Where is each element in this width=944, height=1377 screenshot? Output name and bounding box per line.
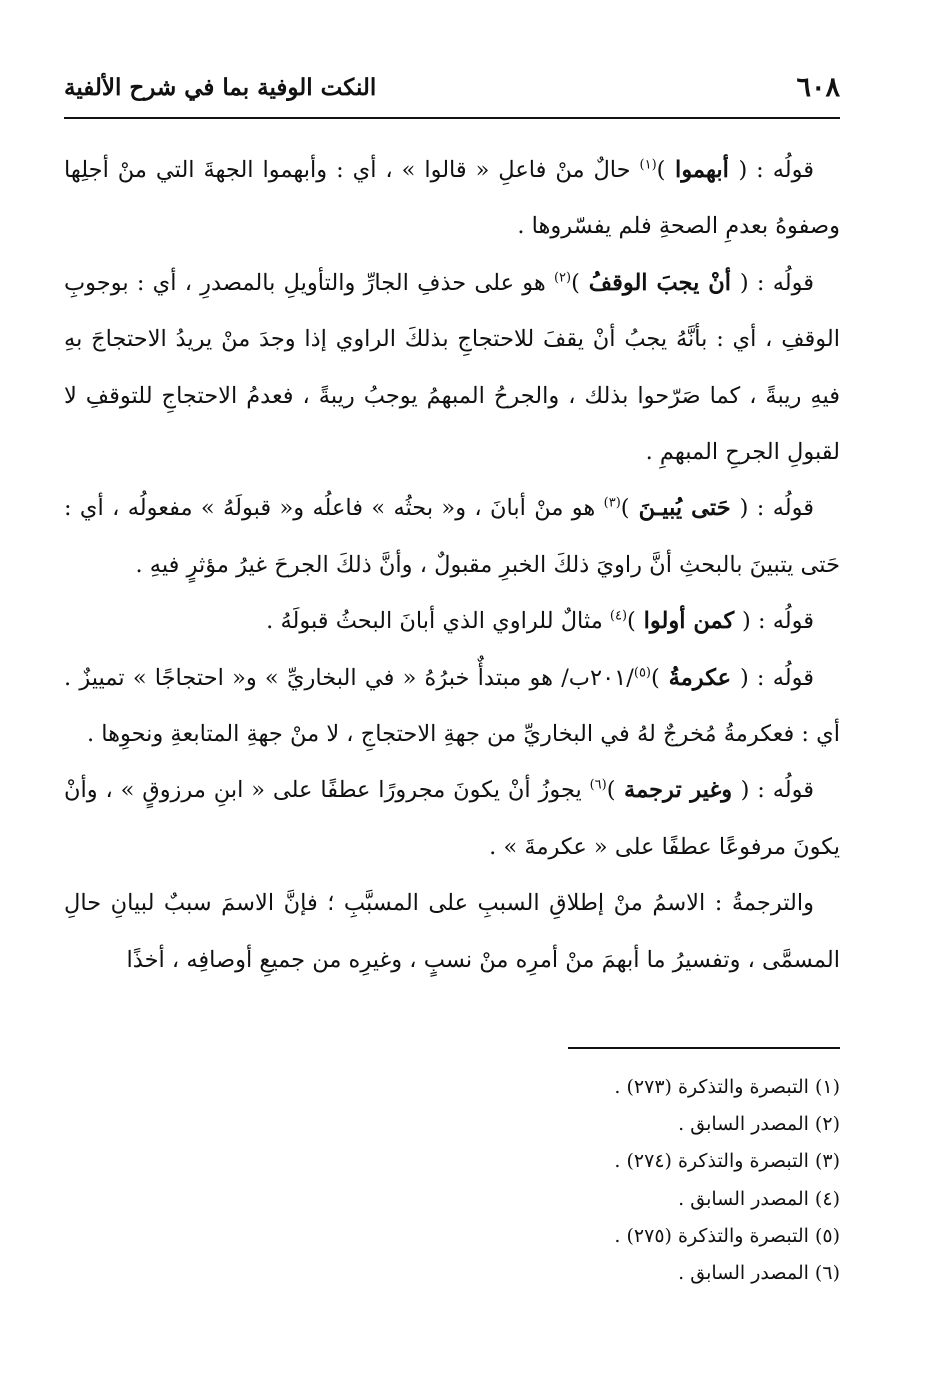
paragraph-text: يجوزُ أنْ يكونَ مجرورًا عطفًا على « ابنِ مرزوقٍ » ، وأنْ يكونَ مرفوعًا عطفًا على « عكرمةَ » . — [64, 777, 840, 860]
paragraph-close: ) — [656, 157, 666, 183]
paragraph-text: /٢٠١ب/ هو مبتدأٌ خبرُهُ « في البخاريِّ » و« احتجاجًا » تمييزٌ . أي : فعكرمةُ مُخرجٌ لهُ في البخاريِّ من جهةِ الاحتجاجِ ، لا منْ جهةِ المتابعةِ ونحوِها . — [64, 664, 840, 748]
quoted-lemma: أنْ يجبَ الوقفُ — [579, 269, 740, 296]
paragraph-close: ) — [651, 664, 660, 691]
footnote-item: (٦) المصدر السابق . — [678, 1262, 840, 1285]
paragraph-intro: قولُه : ( — [739, 664, 815, 691]
paragraph-intro: قولُه : ( — [738, 157, 814, 183]
paragraph-close: ) — [571, 269, 580, 296]
footnote-ref[interactable]: (٥) — [633, 665, 651, 681]
commentary-paragraph — [64, 142, 840, 255]
running-head — [64, 70, 840, 114]
footnote-ref[interactable]: (١) — [639, 157, 657, 173]
paragraph-close: ) — [627, 608, 636, 635]
footnote-ref[interactable]: (٢) — [553, 270, 572, 286]
quoted-lemma: كمن أولوا — [635, 608, 743, 635]
paragraph-intro: قولُه : ( — [740, 777, 814, 804]
paragraph-intro: قولُه : ( — [742, 608, 814, 635]
paragraph-close: ) — [606, 777, 616, 804]
running-title: النكت الوفية بما في شرح الألفية — [64, 74, 377, 101]
footnote-item: (١) التبصرة والتذكرة (٢٧٣) . — [614, 1076, 840, 1098]
footnote-item: (٤) المصدر السابق . — [678, 1187, 840, 1210]
quoted-lemma: أبهموا — [665, 157, 739, 183]
footnote-ref[interactable]: (٣) — [603, 495, 621, 511]
paragraph-close: ) — [620, 495, 630, 522]
commentary-paragraph — [64, 593, 840, 649]
footnote-rule — [568, 1047, 840, 1049]
header-rule — [64, 117, 840, 119]
quoted-lemma: وغير ترجمة — [615, 777, 741, 804]
footnote-ref[interactable]: (٤) — [609, 608, 628, 624]
quoted-lemma: عكرمةُ — [659, 664, 740, 691]
paragraph-text: هو منْ أبانَ ، و« بحثُه » فاعلُه و« قبولَهُ » مفعولُه ، أي : حَتى يتبينَ بالبحثِ أنَّ راويَ ذلكَ الخبرِ مقبولٌ ، وأنَّ ذلكَ الجرحَ غيرُ مؤثرٍ فيهِ . — [64, 495, 840, 578]
commentary-paragraph — [64, 762, 840, 875]
paragraph-text: هو على حذفِ الجارِّ والتأويلِ بالمصدرِ ، أي : بوجوبِ الوقفِ ، أي : بأنَّهُ يجبُ أنْ يقفَ للاحتجاجِ بذلكَ الراوي إذا وجدَ منْ يريدُ الاحتجاجَ بهِ فيهِ ريبةً ، كما صَرّحوا بذلك ، والجرحُ المبهمُ يوجبُ ريبةً ، فعدمُ الاحتجاجِ للتوقفِ لا لقبولِ الجرحِ المبهمِ . — [64, 269, 840, 466]
quoted-lemma: حَتى يُبيـنَ — [629, 495, 740, 522]
commentary-paragraph — [64, 875, 840, 988]
footnote-ref[interactable]: (٦) — [589, 777, 607, 793]
paragraph-text: مثالٌ للراوي الذي أبانَ البحثُ قبولَهُ . — [266, 608, 610, 635]
paragraph-text: والترجمةُ : الاسمُ منْ إطلاقِ السببِ على المسبَّبِ ؛ فإنَّ الاسمَ سببٌ لبيانِ حالِ المسمَّى ، وتفسيرُ ما أبهمَ منْ أمرِه منْ نسبٍ ، وغيرِه من جميعِ أوصافِه ، أخذًا — [64, 890, 840, 973]
paragraph-text: حالٌ منْ فاعلِ « قالوا » ، أي : وأبهموا الجهةَ التي منْ أجلِها وصفوهُ بعدمِ الصحةِ فلم يفسّروها . — [64, 157, 840, 240]
footnotes — [64, 1069, 840, 1292]
footnote-item: (٣) التبصرة والتذكرة (٢٧٤) . — [614, 1150, 840, 1173]
footnote-item: (٥) التبصرة والتذكرة (٢٧٥) . — [614, 1224, 840, 1247]
paragraph-intro: قولُه : ( — [739, 495, 814, 522]
page-number: ٦٠٨ — [796, 72, 840, 103]
main-text — [64, 142, 840, 988]
paragraph-intro: قولُه : ( — [739, 269, 814, 296]
commentary-paragraph — [64, 650, 840, 763]
commentary-paragraph — [64, 480, 840, 593]
commentary-paragraph — [64, 255, 840, 481]
footnote-item: (٢) المصدر السابق . — [678, 1113, 840, 1136]
